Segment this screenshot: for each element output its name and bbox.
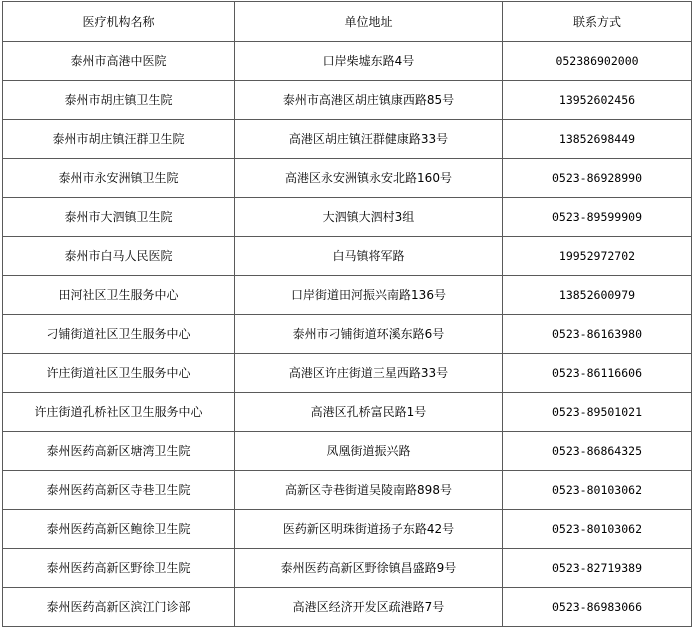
table-row xyxy=(3,549,692,588)
table-row xyxy=(3,276,692,315)
phone-cell: 052386902000 xyxy=(503,42,692,81)
phone-cell: 0523-89501021 xyxy=(503,393,692,432)
header-contact: 联系方式 xyxy=(503,2,692,42)
table-row xyxy=(3,432,692,471)
table-row xyxy=(3,315,692,354)
institution-name-cell: 泰州市胡庄镇汪群卫生院 xyxy=(3,120,235,159)
phone-cell: 0523-89599909 xyxy=(503,198,692,237)
table-row xyxy=(3,393,692,432)
table-row xyxy=(3,354,692,393)
phone-cell: 0523-86163980 xyxy=(503,315,692,354)
institution-name-cell: 刁铺街道社区卫生服务中心 xyxy=(3,315,235,354)
institution-name-cell: 泰州市白马人民医院 xyxy=(3,237,235,276)
address-cell: 高港区许庄街道三星西路33号 xyxy=(235,354,503,393)
address-cell: 大泗镇大泗村3组 xyxy=(235,198,503,237)
table-row xyxy=(3,198,692,237)
address-cell: 高港区经济开发区疏港路7号 xyxy=(235,588,503,627)
address-cell: 高港区孔桥富民路1号 xyxy=(235,393,503,432)
institution-name-cell: 泰州市永安洲镇卫生院 xyxy=(3,159,235,198)
institution-name-cell: 泰州市大泗镇卫生院 xyxy=(3,198,235,237)
table-row xyxy=(3,42,692,81)
phone-cell: 0523-80103062 xyxy=(503,471,692,510)
institution-name-cell: 田河社区卫生服务中心 xyxy=(3,276,235,315)
phone-cell: 0523-86928990 xyxy=(503,159,692,198)
medical-institutions-table xyxy=(2,1,692,627)
table-row xyxy=(3,81,692,120)
phone-cell: 0523-86983066 xyxy=(503,588,692,627)
address-cell: 高港区永安洲镇永安北路160号 xyxy=(235,159,503,198)
institution-name-cell: 泰州医药高新区滨江门诊部 xyxy=(3,588,235,627)
table-row xyxy=(3,120,692,159)
address-cell: 高新区寺巷街道吴陵南路898号 xyxy=(235,471,503,510)
phone-cell: 0523-86864325 xyxy=(503,432,692,471)
address-cell: 白马镇将军路 xyxy=(235,237,503,276)
address-cell: 泰州医药高新区野徐镇昌盛路9号 xyxy=(235,549,503,588)
table-row xyxy=(3,159,692,198)
phone-cell: 13952602456 xyxy=(503,81,692,120)
institution-name-cell: 泰州市胡庄镇卫生院 xyxy=(3,81,235,120)
medical-institutions-table-container xyxy=(2,1,692,627)
institution-name-cell: 泰州医药高新区野徐卫生院 xyxy=(3,549,235,588)
phone-cell: 0523-82719389 xyxy=(503,549,692,588)
phone-cell: 0523-86116606 xyxy=(503,354,692,393)
table-row xyxy=(3,471,692,510)
institution-name-cell: 许庄街道社区卫生服务中心 xyxy=(3,354,235,393)
phone-cell: 0523-80103062 xyxy=(503,510,692,549)
header-institution-name: 医疗机构名称 xyxy=(3,2,235,42)
table-row xyxy=(3,588,692,627)
address-cell: 泰州市高港区胡庄镇康西路85号 xyxy=(235,81,503,120)
address-cell: 高港区胡庄镇汪群健康路33号 xyxy=(235,120,503,159)
address-cell: 医药新区明珠街道扬子东路42号 xyxy=(235,510,503,549)
phone-cell: 19952972702 xyxy=(503,237,692,276)
address-cell: 凤凰街道振兴路 xyxy=(235,432,503,471)
address-cell: 口岸柴墟东路4号 xyxy=(235,42,503,81)
address-cell: 泰州市刁铺街道环溪东路6号 xyxy=(235,315,503,354)
address-cell: 口岸街道田河振兴南路136号 xyxy=(235,276,503,315)
header-row xyxy=(3,2,692,42)
institution-name-cell: 泰州医药高新区塘湾卫生院 xyxy=(3,432,235,471)
phone-cell: 13852698449 xyxy=(503,120,692,159)
institution-name-cell: 许庄街道孔桥社区卫生服务中心 xyxy=(3,393,235,432)
institution-name-cell: 泰州医药高新区鲍徐卫生院 xyxy=(3,510,235,549)
phone-cell: 13852600979 xyxy=(503,276,692,315)
header-address: 单位地址 xyxy=(235,2,503,42)
institution-name-cell: 泰州市高港中医院 xyxy=(3,42,235,81)
institution-name-cell: 泰州医药高新区寺巷卫生院 xyxy=(3,471,235,510)
table-row xyxy=(3,510,692,549)
table-row xyxy=(3,237,692,276)
